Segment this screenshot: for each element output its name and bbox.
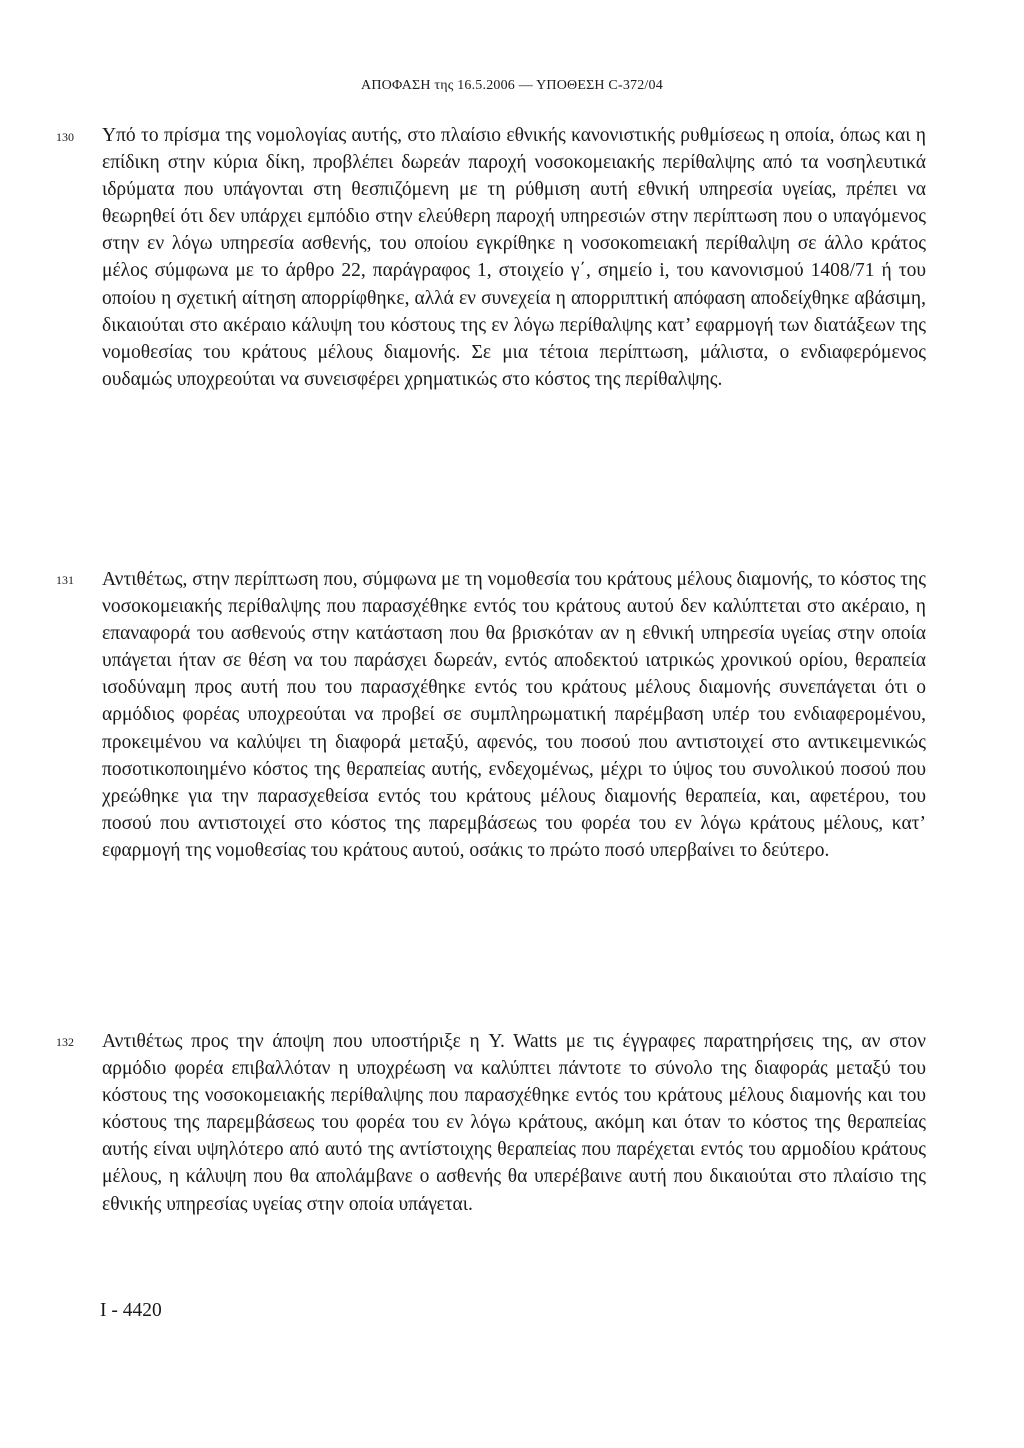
page-number: I - 4420: [100, 1300, 162, 1321]
paragraph-number: 130: [56, 130, 74, 144]
paragraph-text: Αντιθέτως, στην περίπτωση που, σύμφωνα με τη νομοθεσία του κράτους μέλους διαμονής, το κόστος της νοσοκομειακής περίθαλψης που παρασχέθηκε εντός του κράτους αυτού δεν καλύπτεται στο ακέραιο, η επαναφορά του ασθενούς στην κατάσταση που θα βρισκόταν αν η εθνική υπηρεσία υγείας στην οποία υπάγεται ήταν σε θέση να του παράσχει δωρεάν, εντός αποδεκτού ιατρικώς χρονικού ορίου, θεραπεία ισοδύναμη προς αυτή που του παρασχέθηκε εντός του κράτους μέλους διαμονής συνεπάγεται ότι ο αρμόδιος φορέας υποχρεούται να προβεί σε συμπληρωματική παρέμβαση υπέρ του ενδιαφερομένου, προκειμένου να καλύψει τη διαφορά μεταξύ, αφενός, του ποσού που αντιστοιχεί στο αντικειμενικώς ποσοτικοποιημένο κόστος της θεραπείας αυτής, ενδεχομένως, μέχρι το ύψος του συνολικού ποσού που χρεώθηκε για την παρασχεθείσα εντός του κράτους μέλους διαμονής θεραπεία, και, αφετέρου, του ποσού που αντιστοιχεί στο κόστος της παρεμβάσεως του φορέα του εν λόγω κράτους μέλους, κατ’ εφαρμογή της νομοθεσίας του κράτους αυτού, οσάκις το πρώτο ποσό υπερβαίνει το δεύτερο.: [102, 569, 926, 861]
paragraph-text: Αντιθέτως προς την άποψη που υποστήριξε η Y. Watts με τις έγγραφες παρατηρήσεις της, αν στον αρμόδιο φορέα επιβαλλόταν η υποχρέωση να καλύπτει πάντοτε το σύνολο της διαφοράς μεταξύ του κόστους της νοσοκομειακής περίθαλψης που παρασχέθηκε εντός του κράτους μέλους διαμονής και του κόστους της παρεμβάσεως του φορέα του εν λόγω κράτους, ακόμη και όταν το κόστος της θεραπείας αυτής είναι υψηλότερο από αυτό της αντίστοιχης θεραπείας που παρέχεται εντός του αρμοδίου κράτους μέλους, η κάλυψη που θα απολάμβανε ο ασθενής θα υπερέβαινε αυτή που δικαιούται στο πλαίσιο της εθνικής υπηρεσίας υγείας στην οποία υπάγεται.: [102, 1031, 926, 1215]
paragraph-number: 132: [56, 1035, 74, 1049]
paragraph-text: Υπό το πρίσμα της νομολογίας αυτής, στο πλαίσιο εθνικής κανονιστικής ρυθμίσεως η οποία, όπως και η επίδικη στην κύρια δίκη, προβλέπει δωρεάν παροχή νοσοκομειακής περίθαλψης από τα νοσηλευτικά ιδρύματα που υπάγονται στη θεσπιζόμενη με τη ρύθμιση αυτή εθνική υπηρεσία υγείας, πρέπει να θεωρηθεί ότι δεν υπάρχει εμπόδιο στην ελεύθερη παροχή υπηρεσιών στην περίπτωση που ο υπαγόμενος στην εν λόγω υπηρεσία ασθενής, του οποίου εγκρίθηκε η νοσοκοmειακή περίθαλψη σε άλλο κράτος μέλος σύμφωνα με το άρθρο 22, παράγραφος 1, στοιχείο γ΄, σημείο i, του κανονισμού 1408/71 ή του οποίου η σχετική αίτηση απορρίφθηκε, αλλά εν συνεχεία η απορριπτική απόφαση αποδείχθηκε αβάσιμη, δικαιούται στο ακέραιο κάλυψη του κόστους της εν λόγω περίθαλψης κατ’ εφαρμογή των διατάξεων της νομοθεσίας του κράτους μέλους διαμονής. Σε μια τέτοια περίπτωση, μάλιστα, ο ενδιαφερόμενος ουδαμώς υποχρεούται να συνεισφέρει χρηματικώς στο κόστος της περίθαλψης.: [102, 125, 926, 390]
running-header: ΑΠΟΦΑΣΗ της 16.5.2006 — ΥΠΟΘΕΣΗ C-372/04: [361, 78, 663, 93]
paragraph-number: 131: [56, 573, 74, 587]
